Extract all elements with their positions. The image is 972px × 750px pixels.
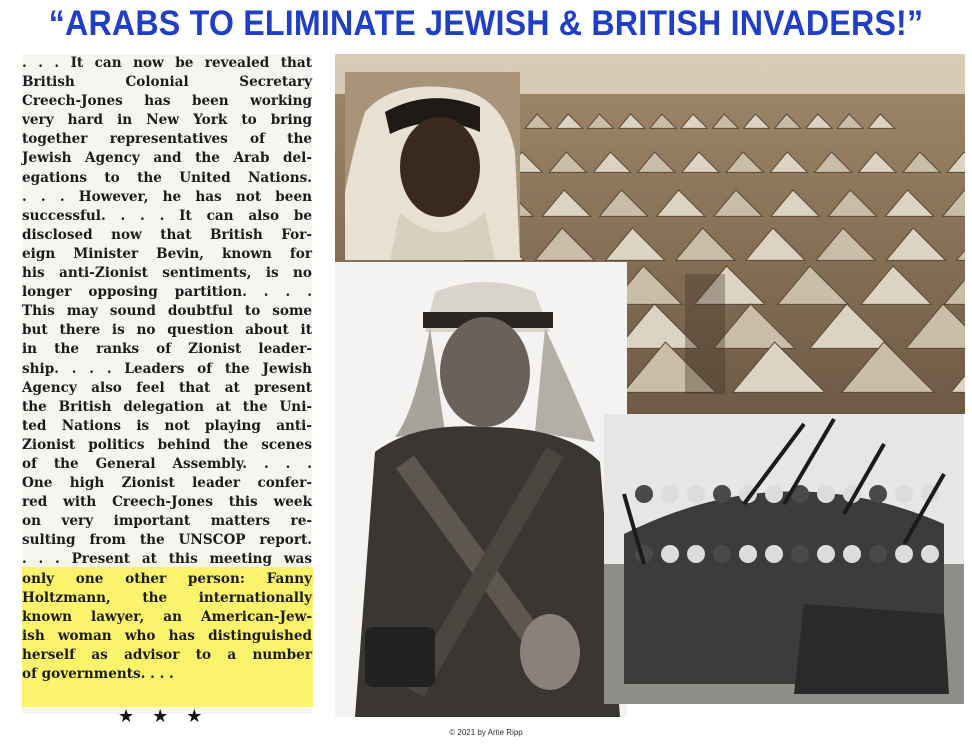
article-line: his anti-Zionist sentiments, is no	[22, 265, 312, 282]
stars-divider: ★★★	[118, 706, 221, 727]
article-line: together representatives of the	[22, 131, 312, 148]
article-text	[22, 54, 312, 684]
article-line: One high Zionist leader confer-	[22, 475, 312, 492]
article-line: but there is no question about it	[22, 322, 312, 339]
armed-group-photo	[604, 414, 964, 704]
article-line: Agency also feel that at present	[22, 379, 312, 396]
article-line: red with Creech-Jones this week	[22, 494, 312, 511]
article-line: egations to the United Nations.	[22, 169, 312, 186]
article-line: in the ranks of Zionist leader-	[22, 341, 312, 358]
article-line: successful. . . . It can also be	[22, 207, 312, 224]
copyright-notice: © 2021 by Artie Ripp	[449, 728, 523, 737]
article-line: herself as advisor to a number	[22, 646, 312, 663]
article-line: ted Nations is not playing anti-	[22, 417, 312, 434]
article-line: the British delegation at the Uni-	[22, 398, 312, 415]
article-line: ship. . . . Leaders of the Jewish	[22, 360, 312, 377]
article-line: only one other person: Fanny	[22, 570, 312, 587]
article-line: disclosed now that British For-	[22, 226, 312, 243]
article-line: This may sound doubtful to some	[22, 303, 312, 320]
fighter-portrait-photo	[335, 262, 627, 717]
article-line: eign Minister Bevin, known for	[22, 245, 312, 262]
bedouin-portrait-photo	[345, 72, 520, 260]
article-line: . . . However, he has not been	[22, 188, 312, 205]
article-line: . . . It can now be revealed that	[22, 55, 312, 71]
article-line: British Colonial Secretary	[22, 74, 312, 91]
article-line: on very important matters re-	[22, 513, 312, 530]
article-line: known lawyer, an American-Jew-	[22, 608, 312, 625]
article-line: of the General Assembly. . . .	[22, 455, 312, 472]
article-line: Jewish Agency and the Arab del-	[22, 150, 312, 167]
article-line: very hard in New York to bring	[22, 112, 312, 129]
article-line: longer opposing partition. . . .	[22, 284, 312, 301]
article-line: Creech-Jones has been working	[22, 93, 312, 110]
headline: “ARABS TO ELIMINATE JEWISH & BRITISH INVADERS!”	[48, 4, 924, 43]
article-line: ish woman who has distinguished	[22, 627, 312, 644]
article-line: sulting from the UNSCOP report.	[22, 532, 312, 549]
article-line: of governments. . . .	[22, 666, 174, 682]
article-line: . . . Present at this meeting was	[22, 551, 312, 568]
article-line: Zionist politics behind the scenes	[22, 436, 312, 453]
article-line: Holtzmann, the internationally	[22, 589, 312, 606]
